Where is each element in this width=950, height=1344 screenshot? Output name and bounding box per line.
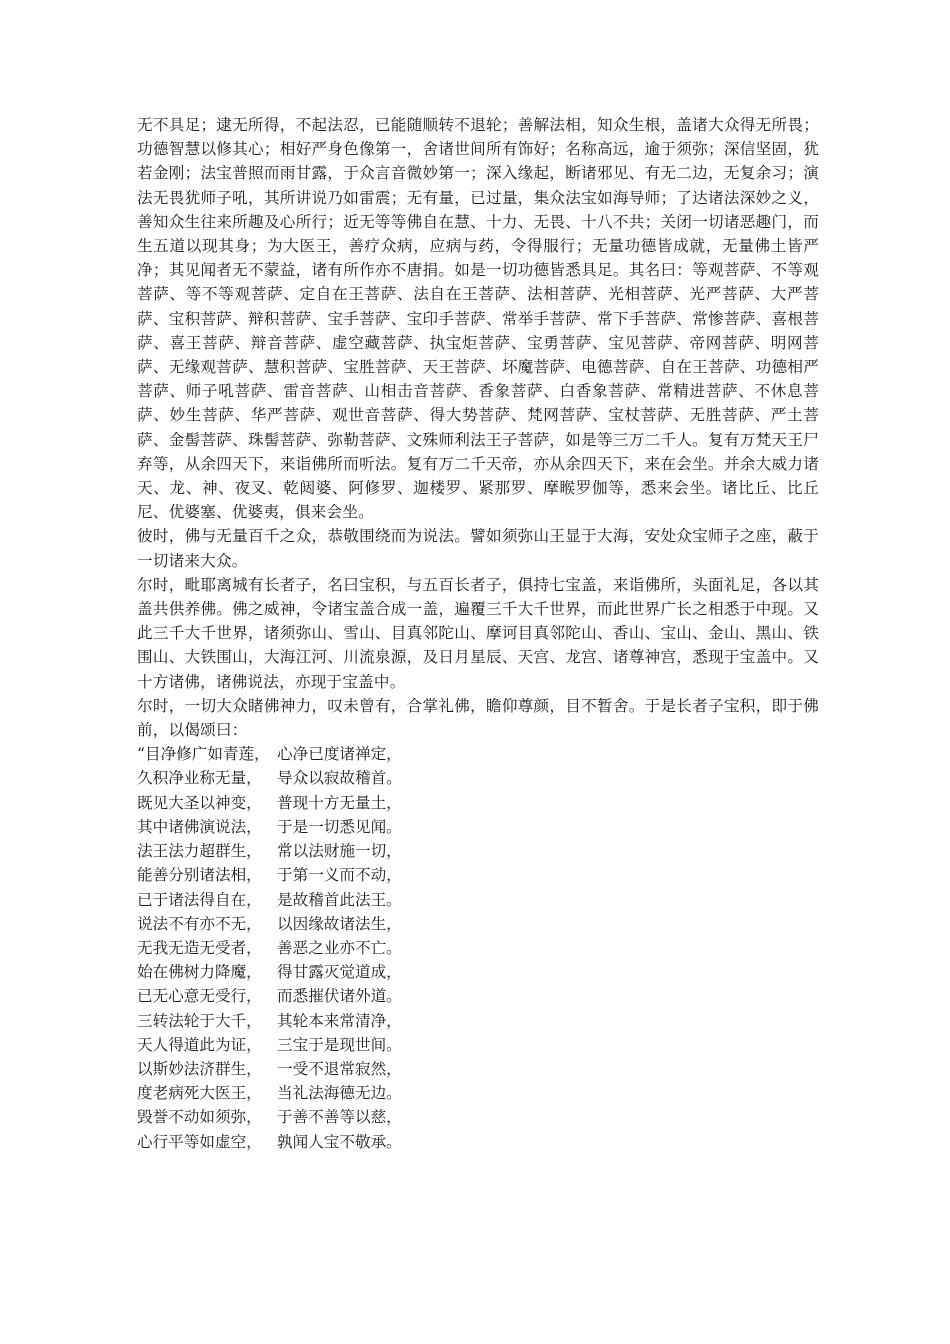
verse-first-half: 始在佛树力降魔， [137, 963, 262, 982]
verse-line [137, 766, 819, 790]
verse-second-half: 以因缘故诸法生， [277, 914, 402, 933]
verse-second-half: 心净已度诸禅定， [277, 745, 402, 764]
verse-first-half: 已无心意无受行， [137, 987, 262, 1006]
verse-line [137, 888, 819, 912]
verse-block [137, 742, 819, 1153]
verse-second-half: 于善不善等以慈， [277, 1108, 402, 1127]
verse-second-half: 而悉摧伏诸外道。 [277, 987, 402, 1006]
verse-first-half: 无我无造无受者， [137, 938, 262, 957]
verse-line [137, 742, 819, 766]
verse-second-half: 三宝于是现世间。 [277, 1035, 402, 1054]
paragraph-bodhisattva-list: 无不具足；逮无所得，不起法忍，已能随顺转不退轮；善解法相，知众生根，盖诸大众得无所畏；功德智慧以修其心；相好严身色像第一，舍诸世间所有饰好；名称高远，逾于须弥；深信坚固，犹若金刚；法宝普照而雨甘露，于众言音微妙第一；深入缘起，断诸邪见、有无二边，无复余习；演法无畏犹师子吼，其所讲说乃如雷震；无有量，已过量，集众法宝如海导师；了达诸法深妙之义，善知众生往来所趣及心所行；近无等等佛自在慧、十力、无畏、十八不共；关闭一切诸恶趣门，而生五道以现其身；为大医王，善疗众病，应病与药，令得服行；无量功德皆成就，无量佛土皆严净；其见闻者无不蒙益，诸有所作亦不唐捐。如是一切功德皆悉具足。其名曰：等观菩萨、不等观菩萨、等不等观菩萨、定自在王菩萨、法自在王菩萨、法相菩萨、光相菩萨、光严菩萨、大严菩萨、宝积菩萨、辩积菩萨、宝手菩萨、宝印手菩萨、常举手菩萨、常下手菩萨、常惨菩萨、喜根菩萨、喜王菩萨、辩音菩萨、虚空藏菩萨、执宝炬菩萨、宝勇菩萨、宝见菩萨、帝网菩萨、明网菩萨、无缘观菩萨、慧积菩萨、宝胜菩萨、天王菩萨、坏魔菩萨、电德菩萨、自在王菩萨、功德相严菩萨、师子吼菩萨、雷音菩萨、山相击音菩萨、香象菩萨、白香象菩萨、常精进菩萨、不休息菩萨、妙生菩萨、华严菩萨、观世音菩萨、得大势菩萨、梵网菩萨、宝杖菩萨、无胜菩萨、严土菩萨、金髻菩萨、珠髻菩萨、弥勒菩萨、文殊师利法王子菩萨，如是等三万二千人。复有万梵天王尸弃等，从余四天下，来诣佛所而听法。复有万二千天帝，亦从余四天下，来在会坐。并余大威力诸天、龙、神、夜叉、乾闼婆、阿修罗、迦楼罗、紧那罗、摩睺罗伽等，悉来会坐。诸比丘、比丘尼、优婆塞、优婆夷，俱来会坐。 [137, 116, 819, 522]
verse-first-half: 度老病死大医王， [137, 1084, 262, 1103]
verse-second-half: 于是一切悉见闻。 [277, 817, 402, 836]
document-page [137, 113, 819, 1154]
verse-second-half: 善恶之业亦不亡。 [277, 938, 402, 957]
verse-line [137, 1105, 819, 1129]
verse-first-half: 久积净业称无量， [137, 769, 262, 788]
verse-first-half: 其中诸佛演说法， [137, 817, 262, 836]
verse-second-half: 导众以寂故稽首。 [277, 769, 402, 788]
paragraph-jewel-canopy: 尔时，毗耶离城有长者子，名曰宝积，与五百长者子，俱持七宝盖，来诣佛所，头面礼足，各以其盖共供养佛。佛之威神，令诸宝盖合成一盖，遍覆三千大千世界，而此世界广长之相悉于中现。又此三千大千世界，诸须弥山、雪山、目真邻陀山、摩诃目真邻陀山、香山、宝山、金山、黑山、铁围山、大铁围山，大海江河、川流泉源，及日月星辰、天宫、龙宫、诸尊神宫，悉现于宝盖中。又十方诸佛，诸佛说法，亦现于宝盖中。 [137, 575, 819, 691]
verse-line [137, 1081, 819, 1105]
verse-line [137, 960, 819, 984]
verse-second-half: 一受不退常寂然， [277, 1059, 402, 1078]
verse-first-half: 天人得道此为证， [137, 1035, 262, 1054]
verse-first-half: 说法不有亦不无， [137, 914, 262, 933]
verse-first-half: 能善分别诸法相， [137, 866, 262, 885]
verse-line [137, 815, 819, 839]
verse-line [137, 984, 819, 1008]
verse-first-half: 法王法力超群生， [137, 842, 262, 861]
verse-first-half: 以斯妙法济群生， [137, 1059, 262, 1078]
verse-second-half: 当礼法海德无边。 [277, 1084, 402, 1103]
verse-first-half: 既见大圣以神变， [137, 793, 262, 812]
verse-line [137, 863, 819, 887]
verse-second-half: 于第一义而不动， [277, 866, 402, 885]
verse-line [137, 1033, 819, 1057]
verse-second-half: 其轮本来常清净， [277, 1011, 402, 1030]
verse-first-half: “目净修广如青莲， [137, 745, 270, 764]
verse-first-half: 已于诸法得自在， [137, 890, 262, 909]
verse-line [137, 791, 819, 815]
verse-second-half: 孰闻人宝不敬承。 [277, 1132, 402, 1151]
verse-first-half: 毁誉不动如须弥， [137, 1108, 262, 1127]
verse-second-half: 常以法财施一切， [277, 842, 402, 861]
verse-line [137, 1130, 819, 1154]
paragraph-buddha-preaching: 彼时，佛与无量百千之众，恭敬围绕而为说法。譬如须弥山王显于大海，安处众宝师子之座，蔽于一切诸来大众。 [137, 527, 819, 570]
verse-first-half: 心行平等如虚空， [137, 1132, 262, 1151]
verse-line [137, 839, 819, 863]
verse-second-half: 是故稽首此法王。 [277, 890, 402, 909]
verse-first-half: 三转法轮于大千， [137, 1011, 262, 1030]
verse-line [137, 936, 819, 960]
paragraph-verse-intro: 尔时，一切大众睹佛神力，叹未曾有，合掌礼佛，瞻仰尊颜，目不暂舍。于是长者子宝积，即于佛前，以偈颂曰： [137, 696, 819, 740]
verse-line [137, 1009, 819, 1033]
verse-line [137, 912, 819, 936]
verse-second-half: 普现十方无量土， [277, 793, 402, 812]
verse-second-half: 得甘露灭觉道成， [277, 963, 402, 982]
verse-line [137, 1057, 819, 1081]
